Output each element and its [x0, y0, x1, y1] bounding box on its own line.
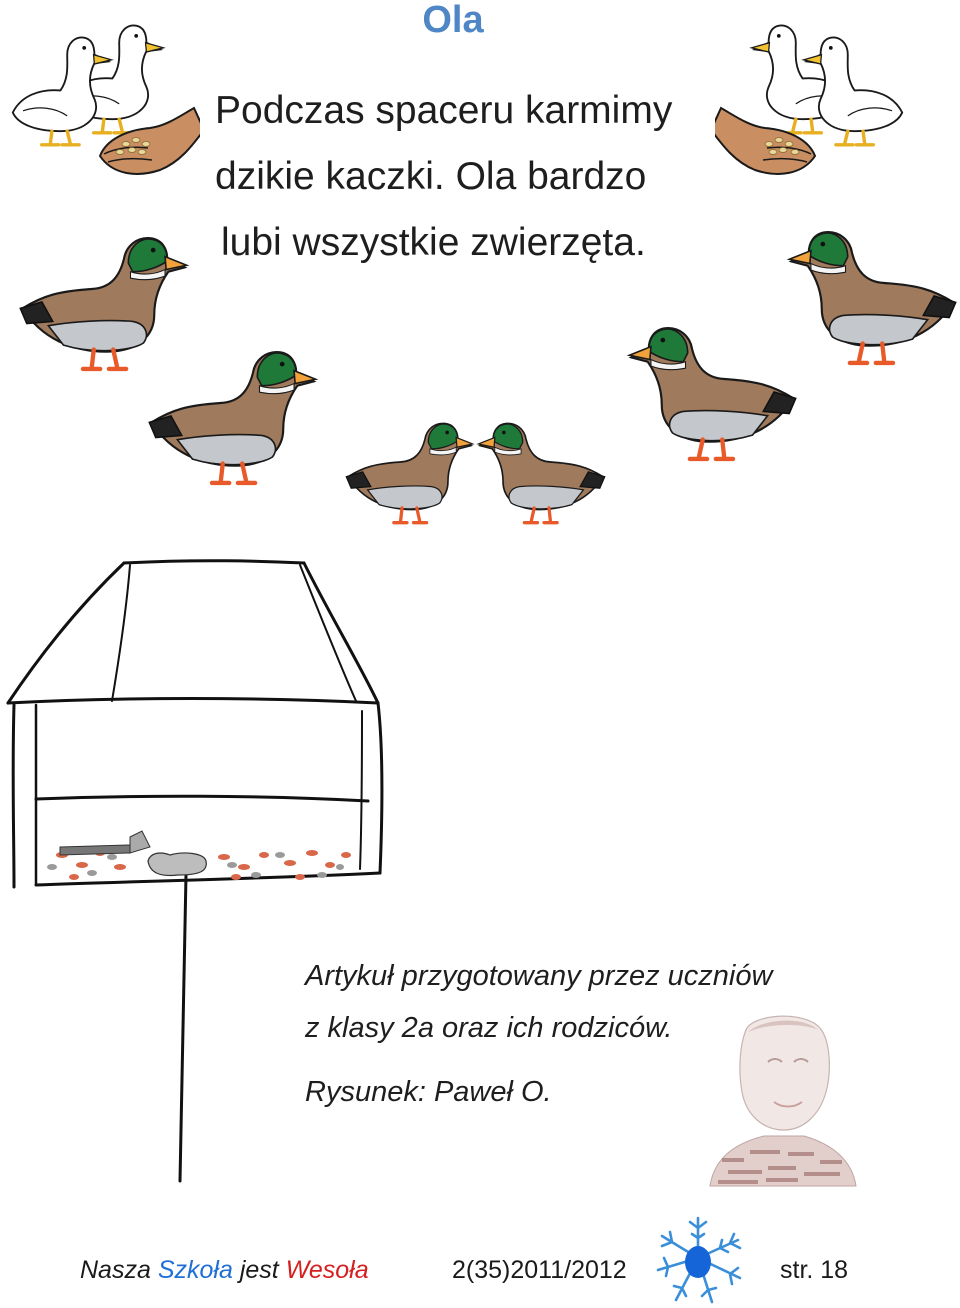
- credits-line-3: Rysunek: Paweł O.: [305, 1076, 552, 1108]
- magazine-name-part-4: Wesoła: [285, 1256, 369, 1284]
- intro-line-2: dzikie kaczki. Ola bardzo: [215, 155, 647, 198]
- mallard-duck-icon: [346, 423, 472, 522]
- mallard-ducks-illustration: [0, 225, 960, 535]
- credits-line-2: z klasy 2a oraz ich rodziców.: [305, 1012, 673, 1044]
- issue-number: 2(35)2011/2012: [452, 1256, 627, 1284]
- page-number: str. 18: [780, 1256, 849, 1284]
- mallard-duck-icon: [149, 352, 315, 483]
- page-title: Ola: [422, 0, 484, 41]
- mallard-duck-icon: [478, 423, 604, 522]
- credits-line-1: Artykuł przygotowany przez uczniów: [305, 960, 773, 992]
- geese-feeding-right-illustration: [715, 22, 915, 192]
- credits-text: [305, 950, 772, 1118]
- feeder-grain: [47, 831, 351, 880]
- magazine-name-part-3: jest: [239, 1256, 279, 1284]
- author-portrait-image: [708, 1010, 858, 1188]
- mallard-duck-icon: [20, 238, 186, 369]
- mallard-duck-icon: [789, 232, 955, 363]
- magazine-name-part-2: Szkoła: [157, 1256, 233, 1284]
- magazine-name-part-1: Nasza: [80, 1256, 151, 1284]
- snowflake-logo-icon: [652, 1212, 752, 1308]
- intro-line-3: lubi wszystkie zwierzęta.: [221, 221, 646, 264]
- mallard-duck-icon: [629, 328, 795, 459]
- footer: [80, 1250, 880, 1290]
- intro-line-1: Podczas spaceru karmimy: [215, 89, 673, 132]
- magazine-name: [80, 1256, 369, 1285]
- geese-feeding-left-illustration: [0, 22, 200, 192]
